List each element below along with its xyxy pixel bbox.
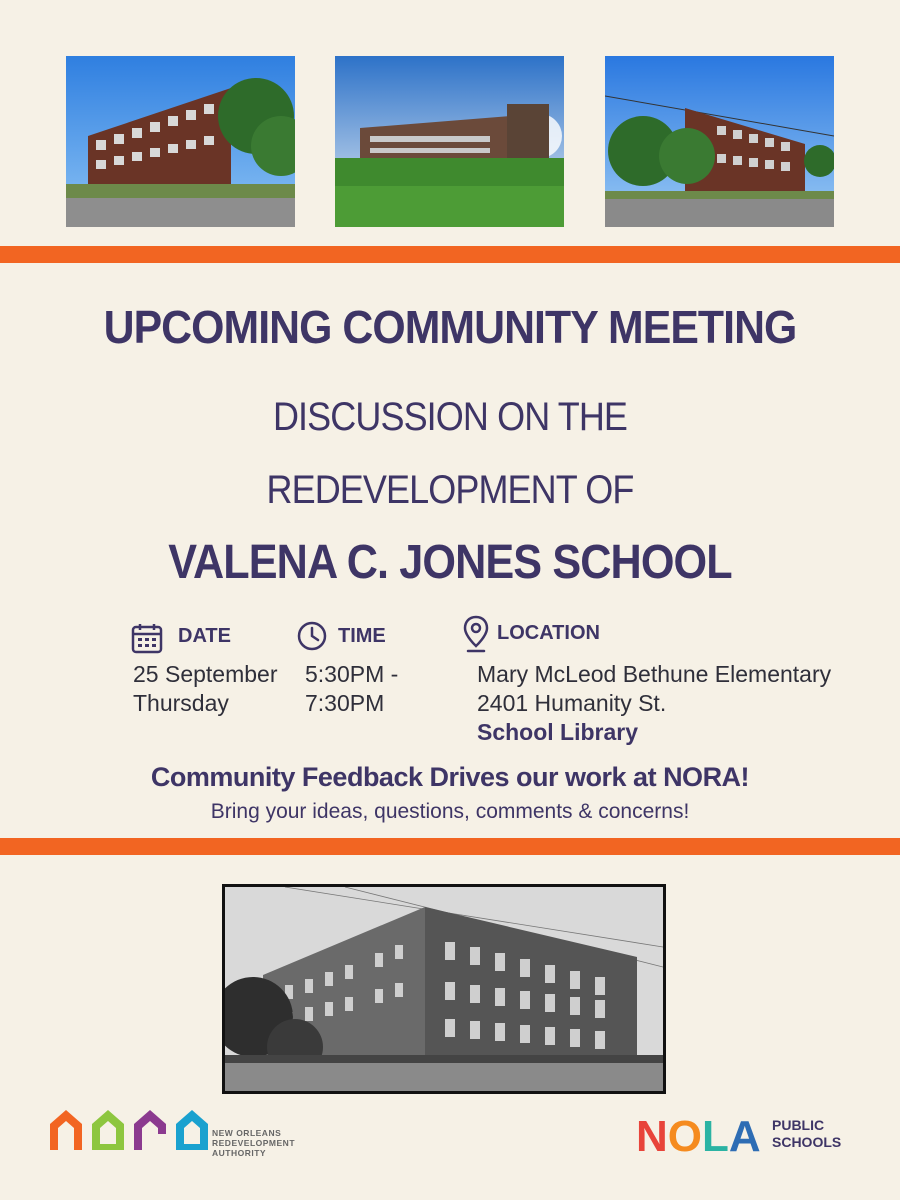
location-value [477,660,831,747]
clock-icon [296,620,328,652]
subtitle-line-2: REDEVELOPMENT OF [266,468,634,512]
date-weekday: Thursday [133,690,229,716]
invitation-message: Bring your ideas, questions, comments & concerns! [210,800,690,823]
school-photo-3 [605,56,834,227]
date-label: DATE [178,625,231,647]
school-name: VALENA C. JONES SCHOOL [168,536,732,589]
date-value [133,660,277,718]
calendar-icon [131,622,163,654]
school-photo-1 [66,56,295,227]
time-end: 7:30PM [305,690,385,716]
nola-letter-n: N [636,1112,668,1161]
time-start: 5:30PM - [305,661,399,687]
nola-subtitle-line-2: SCHOOLS [772,1134,842,1150]
meeting-title: UPCOMING COMMUNITY MEETING [103,301,797,353]
location-room: School Library [477,719,639,745]
nora-caption-line-3: AUTHORITY [212,1148,267,1158]
historic-school-photo [222,884,666,1094]
location-pin-icon [462,614,490,654]
nola-logo [636,1112,761,1162]
date-day: 25 September [133,661,278,687]
nola-letter-l: L [702,1112,729,1161]
nola-letter-o: O [667,1112,703,1161]
time-value [305,660,398,718]
location-label: LOCATION [497,622,600,644]
orange-divider-bottom [0,838,900,855]
location-address: 2401 Humanity St. [477,690,667,716]
nola-subtitle [772,1117,862,1151]
location-venue: Mary McLeod Bethune Elementary [477,661,832,687]
nora-caption-line-1: NEW ORLEANS [212,1128,282,1138]
nora-caption [212,1128,332,1158]
school-photo-2 [335,56,564,227]
subtitle-line-1: DISCUSSION ON THE [272,395,628,439]
time-label: TIME [338,625,386,647]
nora-caption-line-2: REDEVELOPMENT [212,1138,296,1148]
nora-logo [46,1104,216,1154]
feedback-message: Community Feedback Drives our work at NORA! [150,762,750,792]
nola-subtitle-line-1: PUBLIC [772,1117,825,1133]
orange-divider-top [0,246,900,263]
nola-letter-a: A [728,1112,761,1161]
